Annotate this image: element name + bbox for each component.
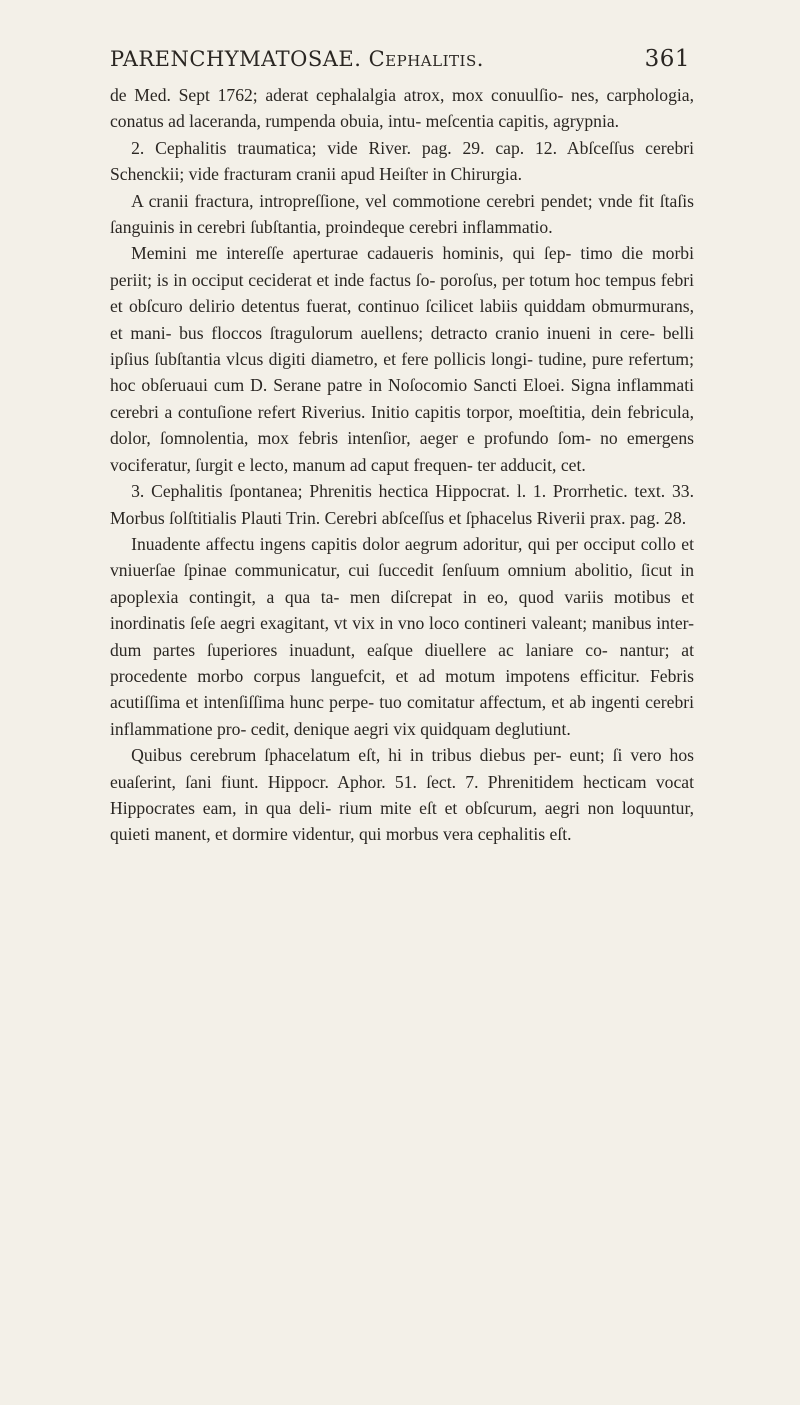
paragraph-item-3: 3. Cephalitis ſpontanea; Phrenitis hectica Hippocrat. l. 1. Prorrhetic. text. 33. Morbus ſolſtitialis Plauti Trin. Cerebri abſceſſus et ſphacelus Riverii prax. pag. 28.	[110, 481, 694, 528]
paragraph: Quibus cerebrum ſphacelatum eſt, hi in tribus diebus per- eunt; ſi vero hos euaſerint, ſani fiunt. Hippocr. Aphor. 51. ſect. 7. Phrenitidem hecticam vocat Hippocrates eam, in qua deli- rium mite eſt et obſcurum, aegri non loquuntur, quieti manent, et dormire videntur, qui morbus vera cephalitis eſt.	[110, 745, 694, 845]
running-title: PARENCHYMATOSAE. Cephalitis.	[110, 47, 484, 71]
paragraph-item-2: 2. Cephalitis traumatica; vide River. pag. 29. cap. 12. Abſceſſus cerebri Schenckii; vide fracturam cranii apud Heiſter in Chirurgia.	[110, 137, 694, 185]
paragraph-continuation: de Med. Sept 1762; aderat cephalalgia atrox, mox conuulſio- nes, carphologia, conatus ad laceranda, rumpenda obuia, intu- meſcentia capitis, agrypnia.	[110, 85, 694, 132]
running-header	[110, 46, 690, 72]
body-text	[110, 82, 694, 848]
paragraph: A cranii fractura, intropreſſione, vel commotione cerebri pendet; vnde fit ſtaſis ſanguinis in cerebri ſubſtantia, proindeque cerebri inflammatio.	[110, 190, 694, 238]
paragraph: Inuadente affectu ingens capitis dolor aegrum adoritur, qui per occiput collo et vniuerſae ſpinae communicatur, cui ſuccedit ſenſuum omnium abolitio, ſicut in apoplexia contingit, a qua ta- men diſcrepat in eo, quod variis motibus et inordinatis ſeſe aegri exagitant, vt vix in vno loco contineri valeant; manibus inter- dum partes ſuperiores inuadunt, eaſque diuellere ac laniare co- nantur; at procedente morbo corpus languefcit, et ad motum impotens efficitur. Febris acutiſſima et intenſiſſima hunc perpe- tuo comitatur affectum, et ab ingenti cerebri inflammatione pro- cedit, denique aegri vix quidquam deglutiunt.	[110, 533, 694, 739]
paragraph: Memini me intereſſe aperturae cadaueris hominis, qui ſep- timo die morbi periit; is in occiput ceciderat et inde factus ſo- poroſus, per totum hoc tempus febri et obſcuro delirio detentus fuerat, continuo ſcilicet labiis quiddam obmurmurans, et mani- bus floccos ſtragulorum auellens; detracto cranio inueni in cere- belli ipſius ſubſtantia vlcus digiti diametro, et fere pollicis longi- tudine, pure refertum; hoc obſeruaui cum D. Serane patre in Noſocomio Sancti Eloei. Signa inflammati cerebri a contuſione refert Riverius. Initio capitis torpor, moeſtitia, dein febricula, dolor, ſomnolentia, mox febris intenſior, aeger e profundo ſom- no emergens vociferatur, ſurgit e lecto, manum ad caput frequen- ter adducit, cet.	[110, 243, 694, 475]
page-number: 361	[644, 46, 690, 72]
